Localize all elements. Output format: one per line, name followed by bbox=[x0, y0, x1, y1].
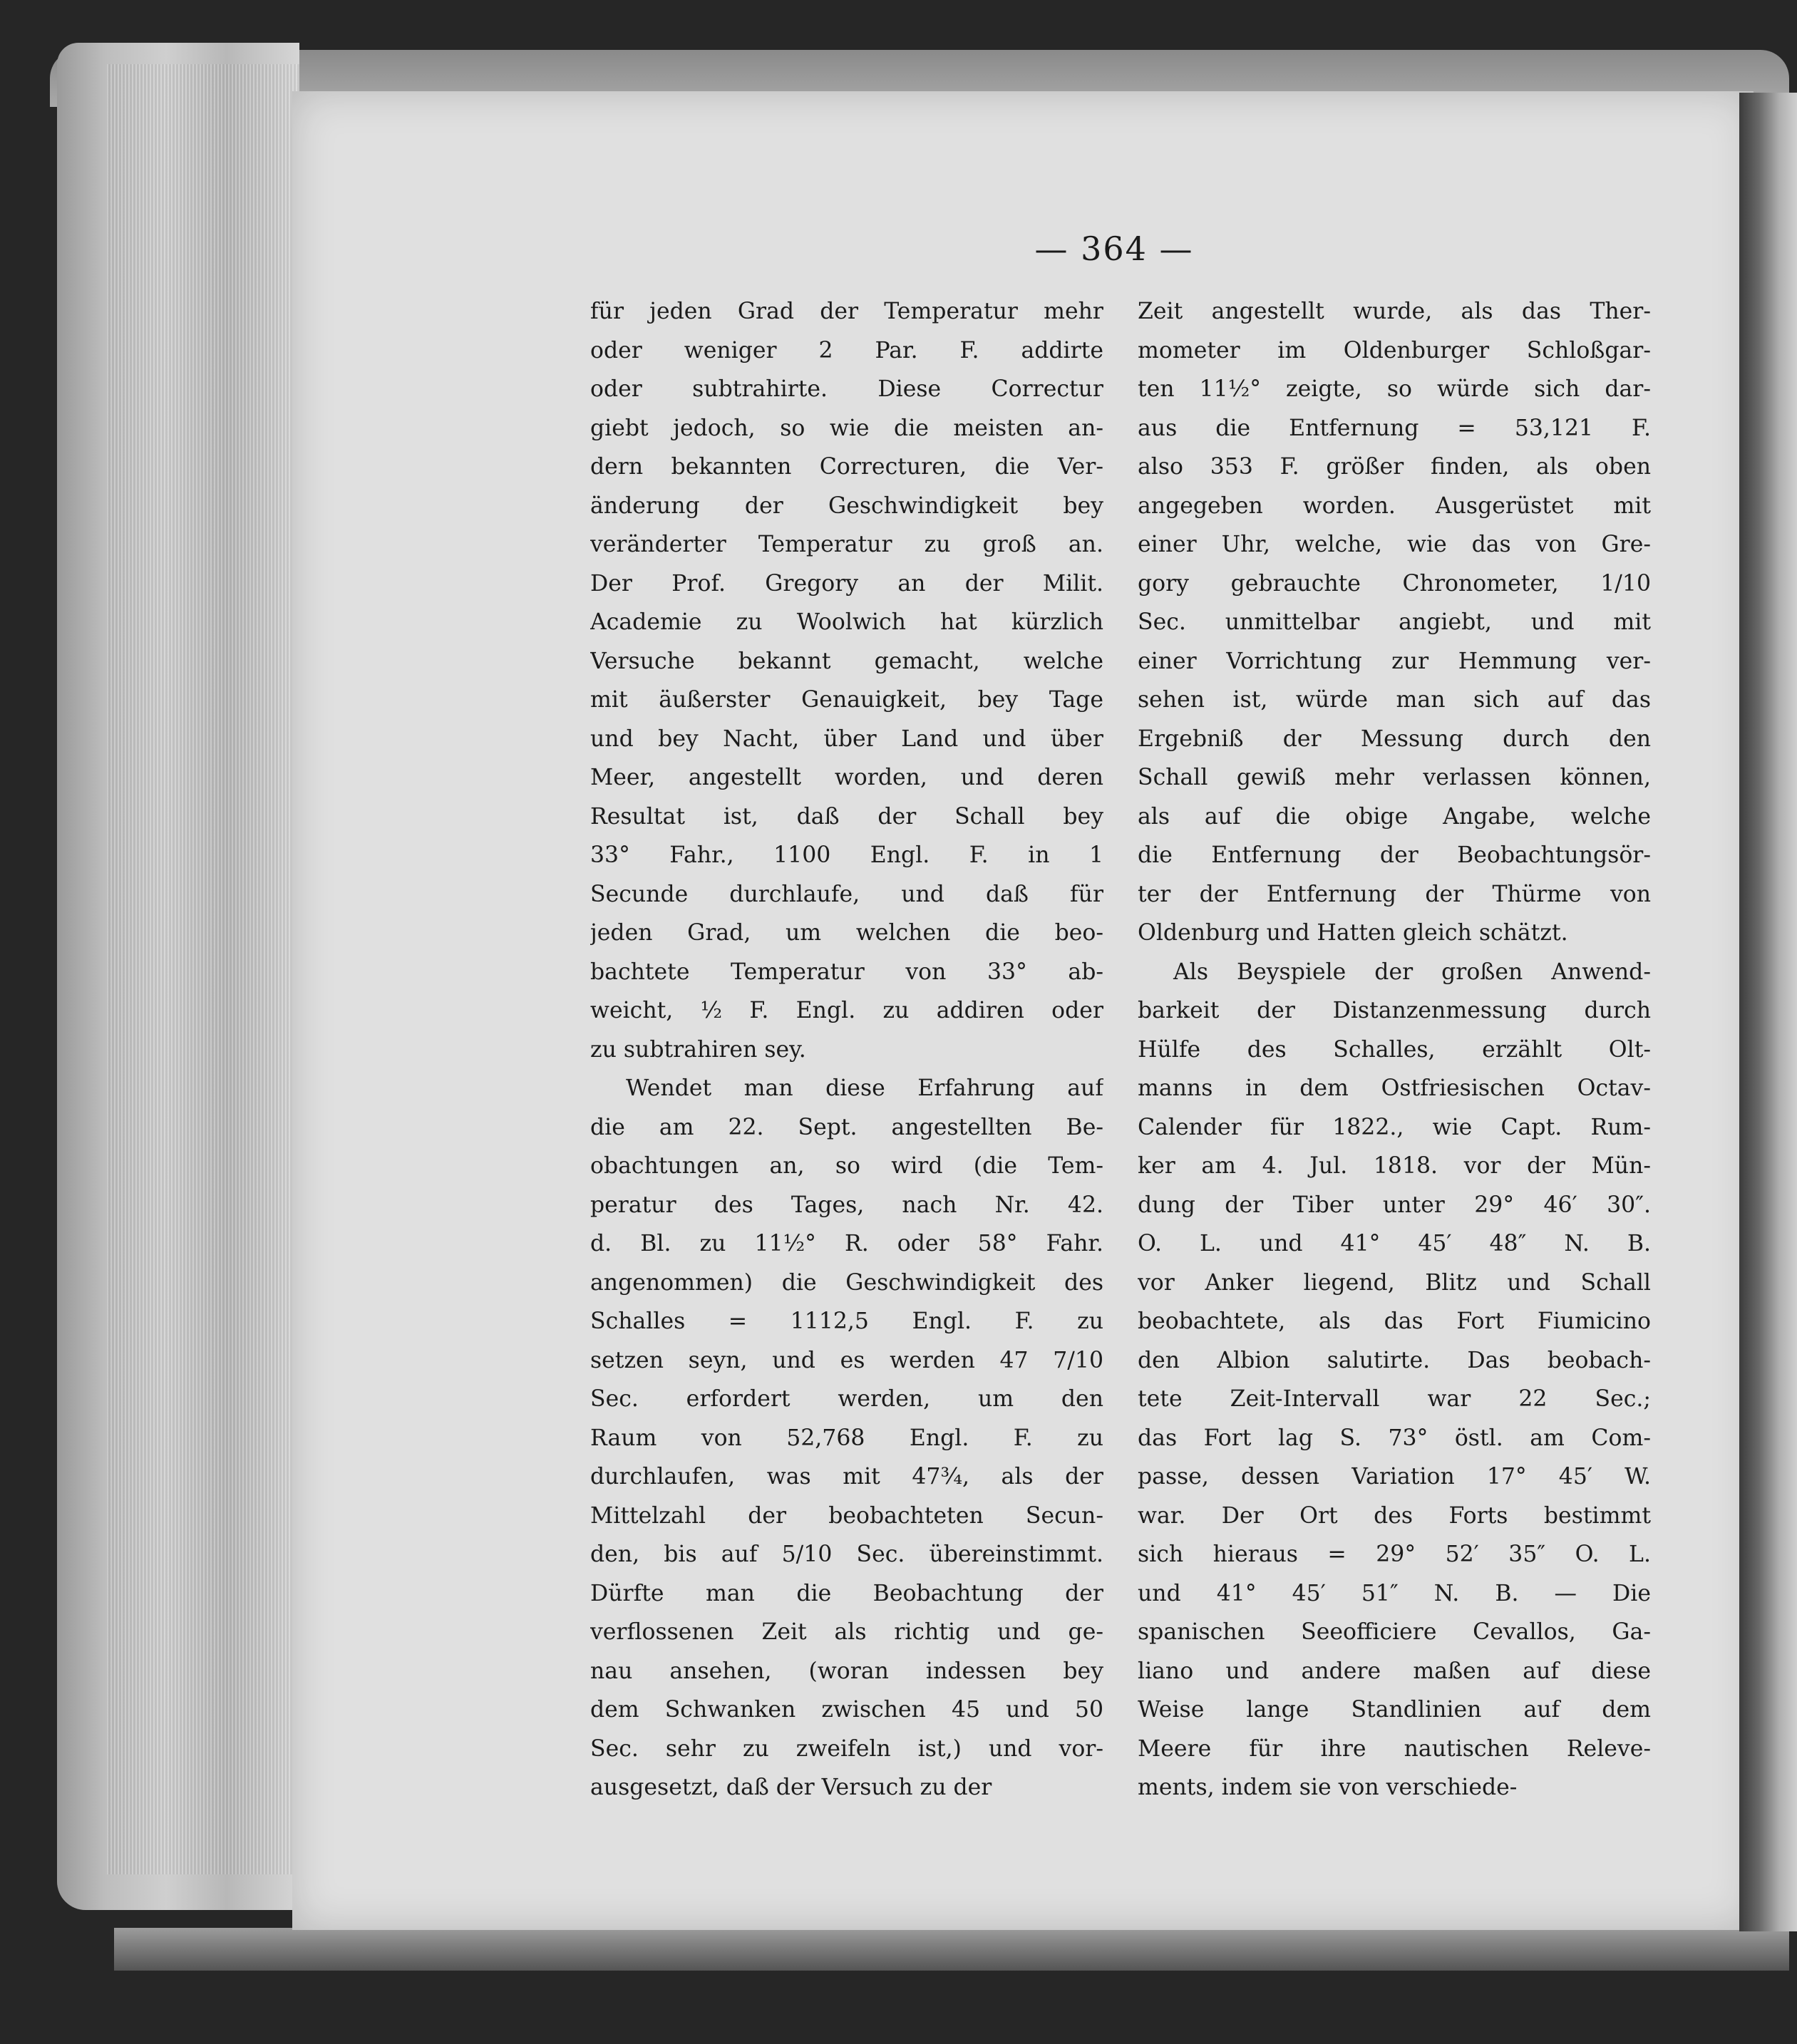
text-line: den Albion salutirte. Das beobach- bbox=[1138, 1347, 1651, 1373]
text-line: Meer, angestellt worden, und deren bbox=[590, 765, 1103, 790]
text-line: nau ansehen, (woran indessen bey bbox=[590, 1658, 1103, 1684]
text-line: Oldenburg und Hatten gleich schätzt. bbox=[1138, 920, 1568, 946]
text-line: peratur des Tages, nach Nr. 42. bbox=[590, 1192, 1103, 1218]
text-line: angegeben worden. Ausgerüstet mit bbox=[1138, 492, 1651, 519]
text-line: tete Zeit-Intervall war 22 Sec.; bbox=[1138, 1386, 1651, 1412]
text-line: Ergebniß der Messung durch den bbox=[1138, 726, 1651, 752]
left-column bbox=[590, 292, 1103, 1807]
text-line: verflossenen Zeit als richtig und ge- bbox=[590, 1619, 1103, 1645]
text-line: Der Prof. Gregory an der Milit. bbox=[590, 570, 1103, 597]
text-line: Academie zu Woolwich hat kürzlich bbox=[590, 609, 1103, 635]
text-line: sich hieraus = 29° 52′ 35″ O. L. bbox=[1138, 1542, 1651, 1567]
text-line: 33° Fahr., 1100 Engl. F. in 1 bbox=[590, 842, 1103, 868]
text-line: Sec. erfordert werden, um den bbox=[590, 1386, 1103, 1412]
text-line: dung der Tiber unter 29° 46′ 30″. bbox=[1138, 1192, 1651, 1218]
text-line: das Fort lag S. 73° östl. am Com- bbox=[1138, 1425, 1651, 1451]
text-line: Schalles = 1112,5 Engl. F. zu bbox=[590, 1309, 1103, 1334]
text-line: aus die Entfernung = 53,121 F. bbox=[1138, 415, 1651, 441]
page-number: — 364 — bbox=[1034, 229, 1194, 268]
text-line: giebt jedoch, so wie die meisten an- bbox=[590, 415, 1103, 441]
text-line: Wendet man diese Erfahrung auf bbox=[626, 1075, 1103, 1101]
text-line: also 353 F. größer finden, als oben bbox=[1138, 454, 1651, 480]
text-line: Zeit angestellt wurde, als das Ther- bbox=[1138, 299, 1651, 324]
page-gutter bbox=[1739, 93, 1797, 1931]
text-line: passe, dessen Variation 17° 45′ W. bbox=[1138, 1464, 1651, 1490]
text-line: Hülfe des Schalles, erzählt Olt- bbox=[1138, 1036, 1651, 1063]
text-line: die am 22. Sept. angestellten Be- bbox=[590, 1114, 1103, 1140]
text-line: Sec. unmittelbar angiebt, und mit bbox=[1138, 609, 1651, 635]
text-line: beobachtete, als das Fort Fiumicino bbox=[1138, 1309, 1651, 1334]
text-line: war. Der Ort des Forts bestimmt bbox=[1138, 1502, 1651, 1529]
text-line: sehen ist, würde man sich auf das bbox=[1138, 687, 1651, 713]
text-line: mometer im Oldenburger Schloßgar- bbox=[1138, 337, 1651, 363]
text-line: gory gebrauchte Chronometer, 1/10 bbox=[1138, 570, 1651, 597]
text-line: ter der Entfernung der Thürme von bbox=[1138, 881, 1651, 907]
text-line: Meere für ihre nautischen Releve- bbox=[1138, 1735, 1651, 1762]
text-line: obachtungen an, so wird (die Tem- bbox=[590, 1153, 1103, 1179]
text-line: setzen seyn, und es werden 47 7/10 bbox=[590, 1347, 1103, 1373]
text-line: den, bis auf 5/10 Sec. übereinstimmt. bbox=[590, 1542, 1103, 1567]
text-line: oder weniger 2 Par. F. addirte bbox=[590, 337, 1103, 363]
text-line: bachtete Temperatur von 33° ab- bbox=[590, 959, 1103, 985]
text-line: durchlaufen, was mit 47¾, als der bbox=[590, 1464, 1103, 1490]
text-line: vor Anker liegend, Blitz und Schall bbox=[1138, 1269, 1651, 1296]
text-line: jeden Grad, um welchen die beo- bbox=[590, 920, 1103, 946]
text-line: ausgesetzt, daß der Versuch zu der bbox=[590, 1775, 992, 1800]
text-line: angenommen) die Geschwindigkeit des bbox=[590, 1269, 1103, 1296]
text-line: die Entfernung der Beobachtungsör- bbox=[1138, 842, 1651, 868]
text-line: ments, indem sie von verschiede- bbox=[1138, 1775, 1518, 1800]
text-line: dern bekannten Correcturen, die Ver- bbox=[590, 454, 1103, 480]
text-line: spanischen Seeofficiere Cevallos, Ga- bbox=[1138, 1619, 1651, 1645]
book-bottom-edge bbox=[114, 1928, 1789, 1971]
text-line: einer Uhr, welche, wie das von Gre- bbox=[1138, 532, 1651, 557]
text-line: Resultat ist, daß der Schall bey bbox=[590, 803, 1103, 830]
text-line: Weise lange Standlinien auf dem bbox=[1138, 1697, 1651, 1723]
right-column bbox=[1138, 292, 1651, 1807]
text-line: Mittelzahl der beobachteten Secun- bbox=[590, 1502, 1103, 1529]
text-line: und 41° 45′ 51″ N. B. — Die bbox=[1138, 1580, 1651, 1606]
text-line: Secunde durchlaufe, und daß für bbox=[590, 881, 1103, 907]
text-line: O. L. und 41° 45′ 48″ N. B. bbox=[1138, 1231, 1651, 1256]
text-line: Calender für 1822., wie Capt. Rum- bbox=[1138, 1114, 1651, 1140]
text-line: mit äußerster Genauigkeit, bey Tage bbox=[590, 687, 1103, 713]
text-line: ten 11½° zeigte, so würde sich dar- bbox=[1138, 376, 1651, 402]
text-line: einer Vorrichtung zur Hemmung ver- bbox=[1138, 648, 1651, 674]
text-line: und bey Nacht, über Land und über bbox=[590, 726, 1103, 752]
text-line: Dürfte man die Beobachtung der bbox=[590, 1580, 1103, 1606]
text-line: Sec. sehr zu zweifeln ist,) und vor- bbox=[590, 1735, 1103, 1762]
text-line: manns in dem Ostfriesischen Octav- bbox=[1138, 1075, 1651, 1101]
text-line: oder subtrahirte. Diese Correctur bbox=[590, 376, 1103, 402]
text-line: barkeit der Distanzenmessung durch bbox=[1138, 998, 1651, 1023]
text-line: Versuche bekannt gemacht, welche bbox=[590, 648, 1103, 674]
text-line: zu subtrahiren sey. bbox=[590, 1036, 806, 1063]
text-line: als auf die obige Angabe, welche bbox=[1138, 803, 1651, 830]
book-fore-edge bbox=[57, 43, 299, 1910]
text-line: änderung der Geschwindigkeit bey bbox=[590, 492, 1103, 519]
text-line: Schall gewiß mehr verlassen können, bbox=[1138, 765, 1651, 790]
text-line: ker am 4. Jul. 1818. vor der Mün- bbox=[1138, 1153, 1651, 1179]
text-line: liano und andere maßen auf diese bbox=[1138, 1658, 1651, 1684]
text-line: weicht, ½ F. Engl. zu addiren oder bbox=[590, 998, 1103, 1023]
text-line: d. Bl. zu 11½° R. oder 58° Fahr. bbox=[590, 1231, 1103, 1256]
text-line: veränderter Temperatur zu groß an. bbox=[590, 532, 1103, 557]
text-line: Raum von 52,768 Engl. F. zu bbox=[590, 1425, 1103, 1451]
text-line: dem Schwanken zwischen 45 und 50 bbox=[590, 1697, 1103, 1723]
text-line: Als Beyspiele der großen Anwend- bbox=[1173, 959, 1651, 985]
text-line: für jeden Grad der Temperatur mehr bbox=[590, 299, 1103, 324]
